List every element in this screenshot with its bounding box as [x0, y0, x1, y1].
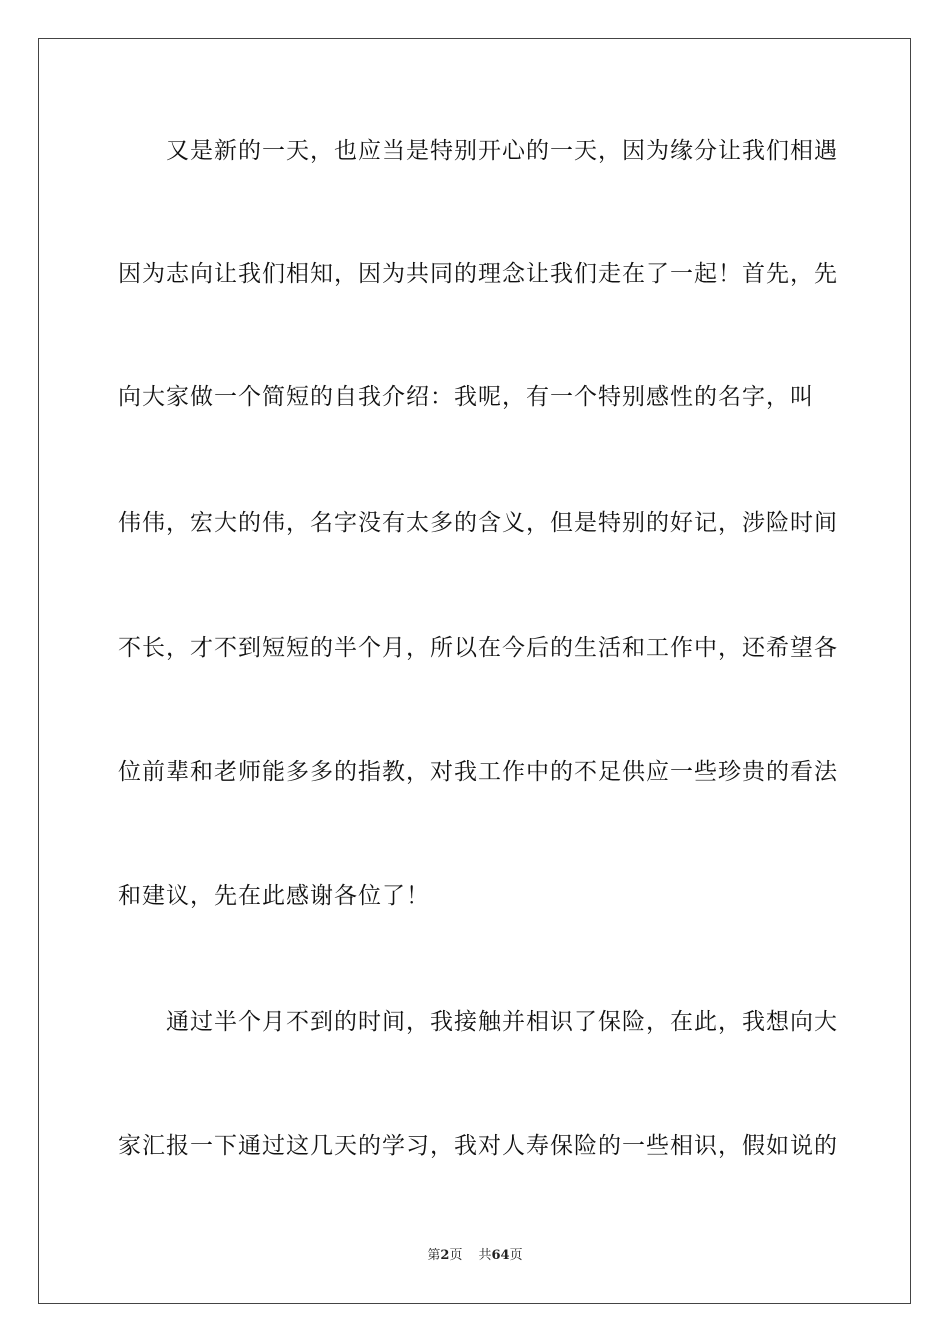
- page-prefix: 第: [427, 1248, 441, 1263]
- paragraph-line-3: 向大家做一个简短的自我介绍：我呢，有一个特别感性的名字，叫: [118, 384, 814, 410]
- total-suffix: 页: [509, 1248, 523, 1263]
- page-border: [38, 38, 911, 1304]
- paragraph-line-6: 位前辈和老师能多多的指教，对我工作中的不足供应一些珍贵的看法: [118, 759, 838, 785]
- paragraph-line-5: 不长，才不到短短的半个月，所以在今后的生活和工作中，还希望各: [118, 635, 838, 661]
- paragraph-line-4: 伟伟，宏大的伟，名字没有太多的含义，但是特别的好记，涉险时间: [118, 510, 838, 536]
- paragraph-line-9: 家汇报一下通过这几天的学习，我对人寿保险的一些相识，假如说的: [118, 1133, 838, 1159]
- paragraph-line-7: 和建议，先在此感谢各位了！: [118, 883, 430, 909]
- page-number: 2: [440, 1248, 450, 1263]
- total-prefix: 共: [478, 1248, 492, 1263]
- paragraph-line-2: 因为志向让我们相知，因为共同的理念让我们走在了一起！首先，先: [118, 261, 838, 287]
- total-pages: 64: [491, 1248, 510, 1263]
- page-footer: [0, 1246, 950, 1266]
- page-suffix: 页: [449, 1248, 463, 1263]
- paragraph-line-1: 又是新的一天，也应当是特别开心的一天，因为缘分让我们相遇: [118, 138, 838, 164]
- paragraph-line-8: 通过半个月不到的时间，我接触并相识了保险，在此，我想向大: [118, 1009, 838, 1035]
